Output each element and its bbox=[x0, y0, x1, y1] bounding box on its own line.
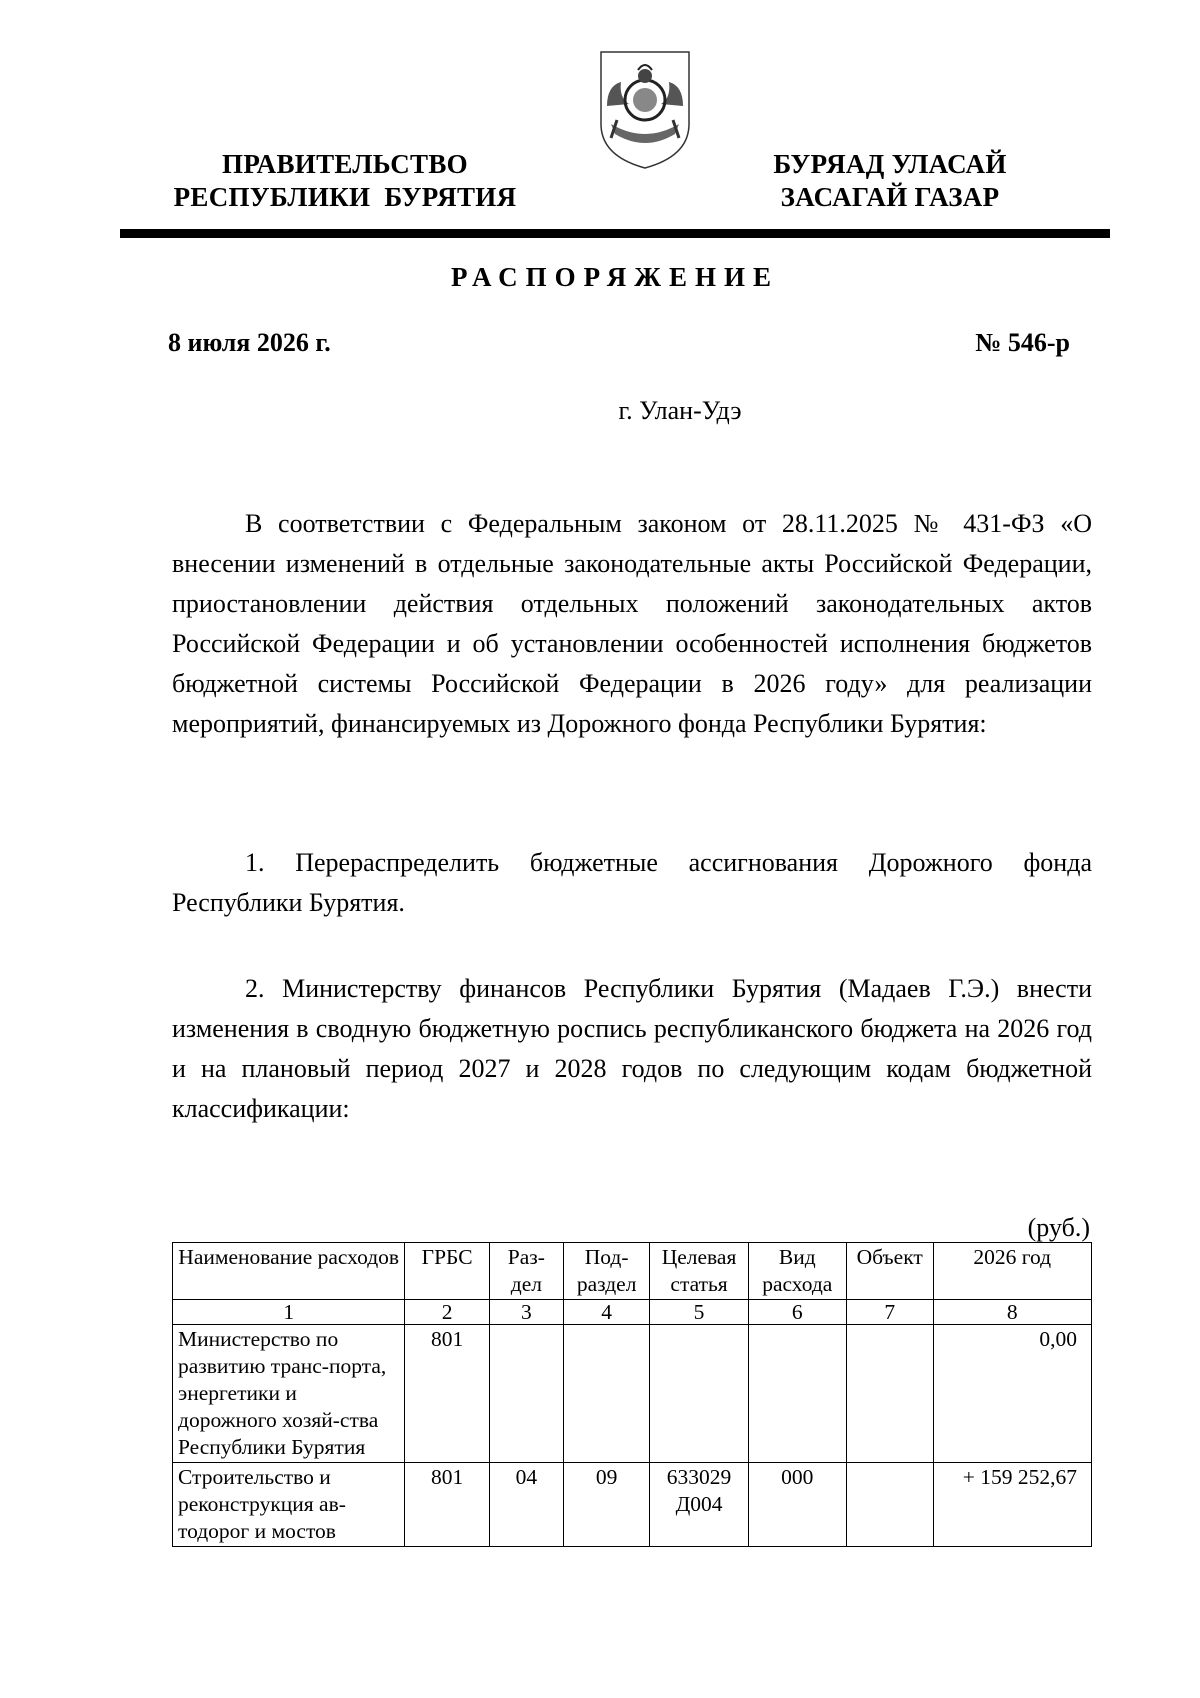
table-row bbox=[173, 1325, 1092, 1463]
expense-kind-cell bbox=[748, 1325, 846, 1463]
table-row bbox=[173, 1463, 1092, 1547]
document-date: 8 июля 2026 г. bbox=[168, 328, 331, 357]
column-number-cell: 6 bbox=[748, 1300, 846, 1325]
body-paragraph-3: 2. Министерству финансов Республики Бурятия (Мадаев Г.Э.) внести изменения в сводную бюджетную роспись республиканского бюджета на 2026 год и на плановый период 2027 и 2028 годов по следующим кодам бюджетной классификации: bbox=[172, 974, 1092, 1123]
column-number-cell: 3 bbox=[489, 1300, 563, 1325]
header-left-line2: РЕСПУБЛИКИ БУРЯТИЯ bbox=[173, 182, 517, 212]
amount-cell: 0,00 bbox=[933, 1325, 1091, 1463]
grbs-cell: 801 bbox=[405, 1325, 490, 1463]
coat-of-arms-emblem-icon bbox=[597, 46, 693, 172]
body-paragraph-1: В соответствии с Федеральным законом от 28.11.2025 № 431-ФЗ «О внесении изменений в отдельные законодательные акты Российской Федерации, приостановлении действия отдельных положений законодательных актов Российской Федерации и об установлении особенностей исполнения бюджетов бюджетной системы Российской Федерации в 2026 году» для реализации мероприятий, финансируемых из Дорожного фонда Республики Бурятия: bbox=[172, 509, 1092, 738]
expense-kind-cell: 000 bbox=[748, 1463, 846, 1547]
target-article-cell: 633029 Д004 bbox=[650, 1463, 748, 1547]
amount-cell: + 159 252,67 bbox=[933, 1463, 1091, 1547]
header-right-line2: ЗАСАГАЙ ГАЗАР bbox=[780, 182, 1000, 212]
table-header-cell: Наименование расходов bbox=[173, 1243, 405, 1300]
table-unit-label: (руб.) bbox=[1027, 1213, 1090, 1242]
table-header-cell: Раз-дел bbox=[489, 1243, 563, 1300]
column-number-cell: 8 bbox=[933, 1300, 1091, 1325]
column-number-cell: 4 bbox=[563, 1300, 650, 1325]
table-header-cell: 2026 год bbox=[933, 1243, 1091, 1300]
razdel-cell bbox=[489, 1325, 563, 1463]
expense-name-cell: Министерство по развитию транс-порта, энергетики и дорожного хозяй-ства Республики Бурятия bbox=[173, 1325, 405, 1463]
table-header-cell: Под-раздел bbox=[563, 1243, 650, 1300]
column-number-cell: 7 bbox=[846, 1300, 933, 1325]
column-number-cell: 1 bbox=[173, 1300, 405, 1325]
podrazdel-cell: 09 bbox=[563, 1463, 650, 1547]
podrazdel-cell bbox=[563, 1325, 650, 1463]
expense-name-cell: Строительство и реконструкция ав-тодорог и мостов bbox=[173, 1463, 405, 1547]
column-number-cell: 5 bbox=[650, 1300, 748, 1325]
document-number: № 546-р bbox=[975, 328, 1070, 357]
target-article-cell bbox=[650, 1325, 748, 1463]
header-left bbox=[160, 148, 530, 214]
budget-table bbox=[172, 1242, 1092, 1547]
header-right bbox=[740, 148, 1040, 214]
header-left-line1: ПРАВИТЕЛЬСТВО bbox=[222, 149, 468, 179]
grbs-cell: 801 bbox=[405, 1463, 490, 1547]
object-cell bbox=[846, 1463, 933, 1547]
header-divider bbox=[120, 229, 1110, 238]
column-number-cell: 2 bbox=[405, 1300, 490, 1325]
table-header-cell: Объект bbox=[846, 1243, 933, 1300]
body-paragraph-2: 1. Перераспределить бюджетные ассигнования Дорожного фонда Республики Бурятия. bbox=[172, 848, 1092, 917]
table-header-cell: ГРБС bbox=[405, 1243, 490, 1300]
table-column-number-row bbox=[173, 1300, 1092, 1325]
header-right-line1: БУРЯАД УЛАСАЙ bbox=[773, 149, 1007, 179]
document-title: РАСПОРЯЖЕНИЕ bbox=[450, 262, 780, 292]
document-city: г. Улан-Удэ bbox=[618, 396, 742, 425]
object-cell bbox=[846, 1325, 933, 1463]
table-header-row bbox=[173, 1243, 1092, 1300]
razdel-cell: 04 bbox=[489, 1463, 563, 1547]
table-header-cell: Целевая статья bbox=[650, 1243, 748, 1300]
table-header-cell: Вид расхода bbox=[748, 1243, 846, 1300]
